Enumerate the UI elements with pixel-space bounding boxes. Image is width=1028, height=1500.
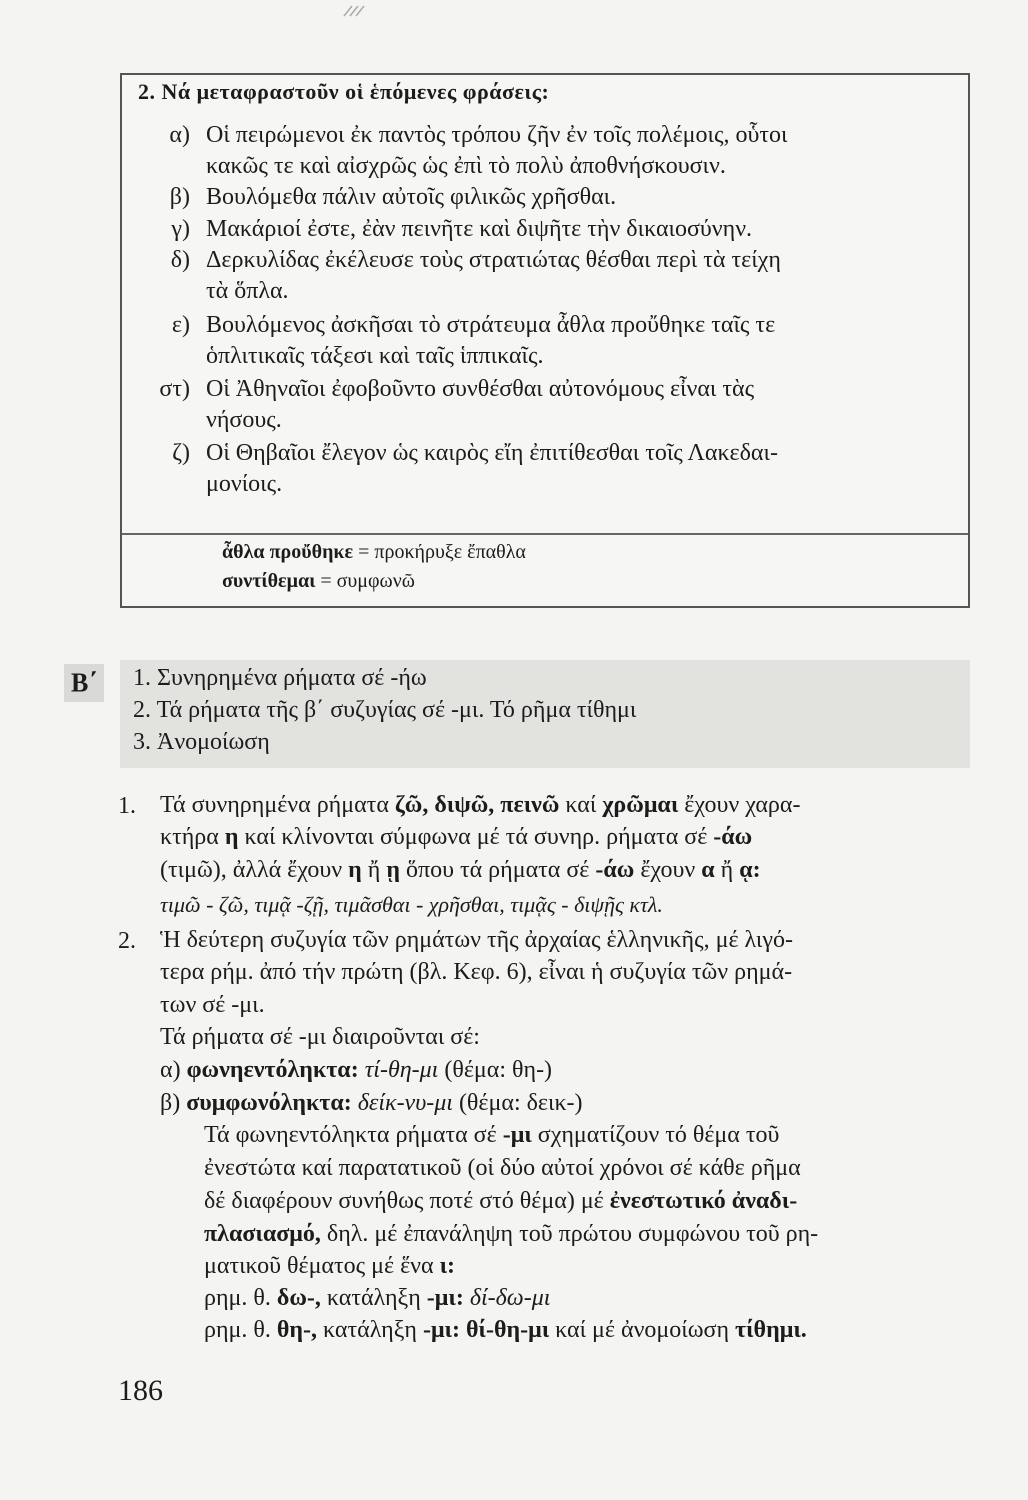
list-item: α) φωνηεντόληκτα: τί-θη-μι (θέμα: θη-)	[160, 1057, 553, 1083]
body-line: ἐνεστώτα καί παρατατικοῦ (οἱ δύο αὐτοί χρόνοι σέ κάθε ρῆμα	[204, 1155, 801, 1181]
item-line: τὰ ὅπλα.	[206, 278, 289, 304]
body-line: δέ διαφέρουν συνήθως ποτέ στό θέμα) μέ ἐνεστωτικό ἀναδι-	[204, 1188, 798, 1214]
item-label: δ)	[170, 247, 190, 273]
item-line: Οἱ πειρώμενοι ἐκ παντὸς τρόπου ζῆν ἐν τοῖς πολέμοις, οὗτοι	[206, 122, 788, 148]
glossary-eq: =	[358, 541, 370, 563]
body-line: κτήρα η καί κλίνονται σύμφωνα μέ τά συνηρ. ρήματα σέ -άω	[160, 824, 753, 850]
list-item: β) συμφωνόληκτα: δείκ-νυ-μι (θέμα: δεικ-)	[160, 1090, 583, 1116]
body-line: (τιμῶ), ἀλλά ἔχουν η ἤ ῃ ὅπου τά ρήματα σέ -άω ἔχουν α ἤ ᾳ:	[160, 857, 761, 883]
item-line: Οἱ Θηβαῖοι ἔλεγον ὡς καιρὸς εἴη ἐπιτίθεσθαι τοῖς Λακεδαι-	[206, 440, 778, 466]
glossary-entry	[222, 570, 415, 593]
body-line: πλασιασμό, δηλ. μέ ἐπανάληψη τοῦ πρώτου συμφώνου τοῦ ρη-	[204, 1221, 819, 1247]
item-line: Βουλόμεθα πάλιν αὐτοῖς φιλικῶς χρῆσθαι.	[206, 184, 617, 210]
item-label: στ)	[159, 376, 190, 402]
rule-line: ρημ. θ. θη-, κατάληξη -μι: θί-θη-μι καί μέ ἀνομοίωση τίθημι.	[204, 1317, 807, 1343]
item-line: Οἱ Ἀθηναῖοι ἐφοβοῦντο συνθέσθαι αὐτονόμους εἶναι τὰς	[206, 376, 755, 402]
glossary-term: συντίθεμαι	[222, 570, 316, 592]
item-line: μονίοις.	[206, 471, 283, 497]
pencil-mark-icon	[342, 4, 372, 18]
item-label: α)	[169, 122, 190, 148]
paragraph-number: 2.	[118, 928, 136, 954]
glossary-meaning: συμφωνῶ	[336, 570, 415, 592]
item-label: β)	[169, 184, 190, 210]
topic-item: 1. Συνηρημένα ρήματα σέ -ήω	[133, 665, 427, 691]
rule-line: ρημ. θ. δω-, κατάληξη -μι: δί-δω-μι	[204, 1285, 551, 1311]
topic-item: 2. Τά ρήματα τῆς β΄ συζυγίας σέ -μι. Τό ρῆμα τίθημι	[133, 697, 637, 723]
body-line: ματικοῦ θέματος μέ ἕνα ι:	[204, 1253, 456, 1279]
page-number: 186	[118, 1374, 163, 1407]
body-line: Τά ρήματα σέ -μι διαιροῦνται σέ:	[160, 1024, 480, 1050]
glossary-eq: =	[320, 570, 332, 592]
item-line: ὁπλιτικαῖς τάξεσι καὶ ταῖς ἱππικαῖς.	[206, 343, 544, 369]
glossary-entry	[222, 541, 526, 564]
glossary-meaning: προκήρυξε ἔπαθλα	[374, 541, 526, 563]
exercise-heading: 2. Νά μεταφραστοῦν οἱ ἑπόμενες φράσεις:	[138, 79, 550, 104]
item-line: Δερκυλίδας ἐκέλευσε τοὺς στρατιώτας θέσθαι περὶ τὰ τείχη	[206, 247, 781, 273]
body-line: Τά συνηρημένα ρήματα ζῶ, διψῶ, πεινῶ καί χρῶμαι ἔχουν χαρα-	[160, 792, 801, 818]
item-line: Μακάριοί ἐστε, ἐὰν πεινῆτε καὶ διψῆτε τὴν δικαιοσύνην.	[206, 216, 753, 242]
body-line: Τά φωνηεντόληκτα ρήματα σέ -μι σχηματίζουν τό θέμα τοῦ	[204, 1122, 780, 1148]
item-label: γ)	[171, 216, 190, 242]
item-line: Βουλόμενος ἀσκῆσαι τὸ στράτευμα ἆθλα προὔθηκε ταῖς τε	[206, 312, 776, 338]
paragraph-number: 1.	[118, 793, 136, 819]
divider	[122, 533, 968, 535]
example-line: τιμῶ - ζῶ, τιμᾷ -ζῇ, τιμᾶσθαι - χρῆσθαι, τιμᾷς - διψῇς κτλ.	[160, 892, 663, 917]
glossary-term: ἆθλα προὔθηκε	[222, 541, 354, 563]
body-line: τερα ρήμ. ἀπό τήν πρώτη (βλ. Κεφ. 6), εἶναι ἡ συζυγία τῶν ρημά-	[160, 959, 793, 985]
item-label: ε)	[171, 312, 190, 338]
exercise-box	[120, 73, 970, 608]
body-line: Ἡ δεύτερη συζυγία τῶν ρημάτων τῆς ἀρχαίας ἑλληνικῆς, μέ λιγό-	[160, 927, 793, 953]
item-line: κακῶς τε καὶ αἰσχρῶς ὡς ἐπὶ τὸ πολὺ ἀποθνήσκουσιν.	[206, 153, 726, 179]
section-letter: Β΄	[64, 664, 104, 702]
body-line: των σέ -μι.	[160, 992, 265, 1018]
topic-item: 3. Ἀνομοίωση	[133, 729, 270, 755]
item-label: ζ)	[172, 440, 190, 466]
item-line: νήσους.	[206, 407, 282, 433]
